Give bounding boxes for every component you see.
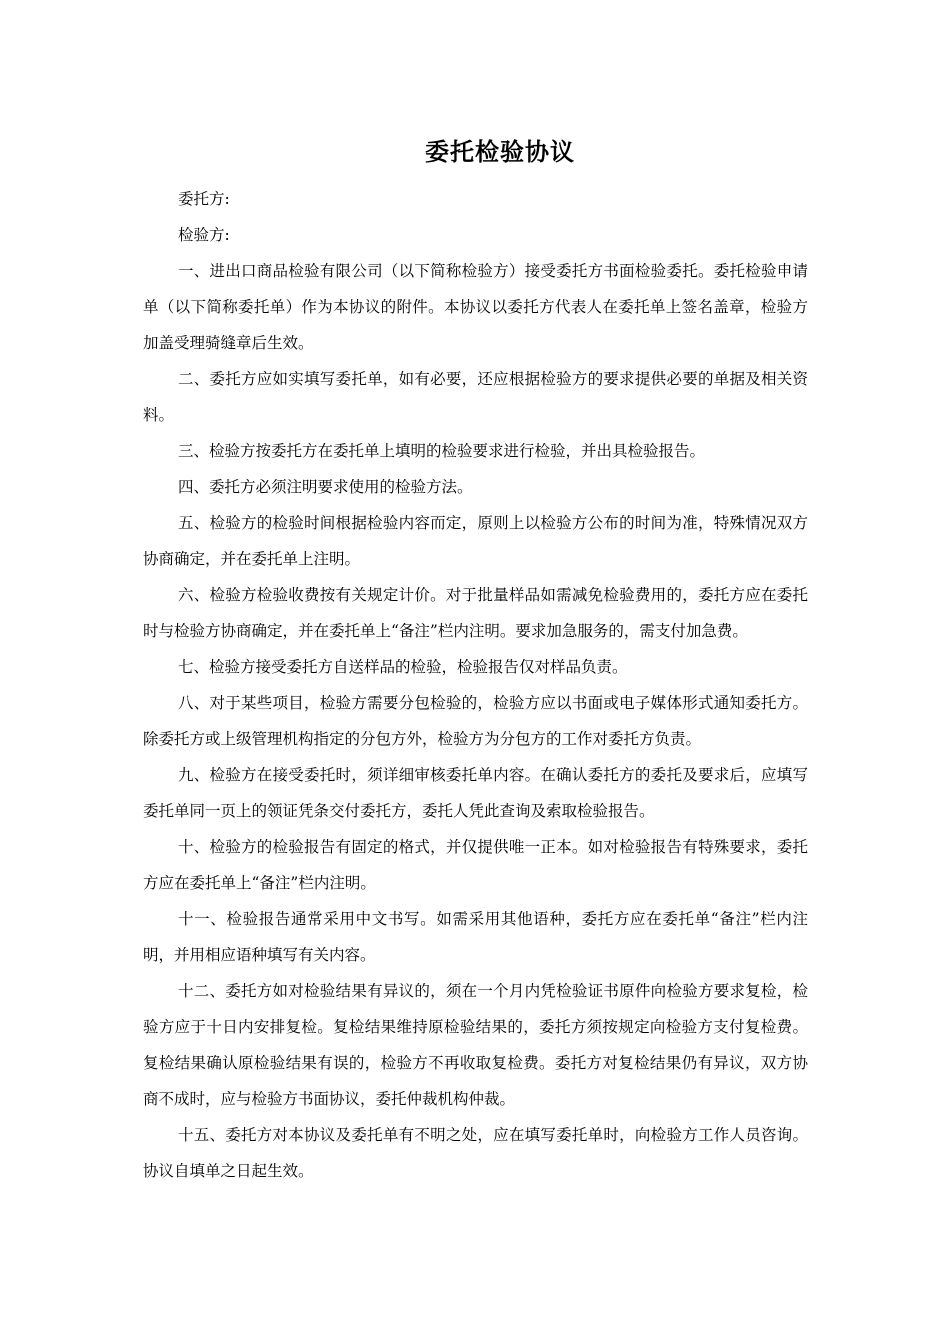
clause-10: 十、检验方的检验报告有固定的格式，并仅提供唯一正本。如对检验报告有特殊要求，委托方应在委托单上“备注”栏内注明。 — [143, 838, 808, 892]
clause-8: 八、对于某些项目，检验方需要分包检验的，检验方应以书面或电子媒体形式通知委托方。除委托方或上级管理机构指定的分包方外，检验方为分包方的工作对委托方负责。 — [143, 694, 808, 748]
clause-3: 三、检验方按委托方在委托单上填明的检验要求进行检验，并出具检验报告。 — [178, 442, 706, 460]
clause-12: 十二、委托方如对检验结果有异议的，须在一个月内凭检验证书原件向检验方要求复检，检验方应于十日内安排复检。复检结果维持原检验结果的，委托方须按规定向检验方支付复检费。复检结果确认原检验结果有误的，检验方不再收取复检费。委托方对复检结果仍有异议，双方协商不成时，应与检验方书面协议，委托仲裁机构仲裁。 — [143, 982, 808, 1108]
clause-1: 一、进出口商品检验有限公司（以下简称检验方）接受委托方书面检验委托。委托检验申请单（以下简称委托单）作为本协议的附件。本协议以委托方代表人在委托单上签名盖章，检验方加盖受理骑缝章后生效。 — [143, 262, 808, 352]
clause-6: 六、检验方检验收费按有关规定计价。对于批量样品如需减免检验费用的，委托方应在委托时与检验方协商确定，并在委托单上“备注”栏内注明。要求加急服务的，需支付加急费。 — [143, 586, 808, 640]
document-body — [143, 181, 808, 1189]
client-label: 委托方: — [178, 190, 230, 208]
clause-11: 十一、检验报告通常采用中文书写。如需采用其他语种，委托方应在委托单“备注”栏内注明，并用相应语种填写有关内容。 — [143, 910, 808, 964]
clause-9: 九、检验方在接受委托时，须详细审核委托单内容。在确认委托方的委托及要求后，应填写委托单同一页上的领证凭条交付委托方，委托人凭此查询及索取检验报告。 — [143, 766, 808, 820]
document-title: 委托检验协议 — [425, 138, 575, 166]
clause-2: 二、委托方应如实填写委托单，如有必要，还应根据检验方的要求提供必要的单据及相关资料。 — [143, 370, 808, 424]
clause-7: 七、检验方接受委托方自送样品的检验，检验报告仅对样品负责。 — [178, 658, 628, 676]
clause-15: 十五、委托方对本协议及委托单有不明之处，应在填写委托单时，向检验方工作人员咨询。协议自填单之日起生效。 — [143, 1126, 808, 1180]
clause-4: 四、委托方必须注明要求使用的检验方法。 — [178, 478, 473, 496]
clause-5: 五、检验方的检验时间根据检验内容而定，原则上以检验方公布的时间为准，特殊情况双方协商确定，并在委托单上注明。 — [143, 514, 808, 568]
inspector-label: 检验方: — [178, 226, 230, 244]
